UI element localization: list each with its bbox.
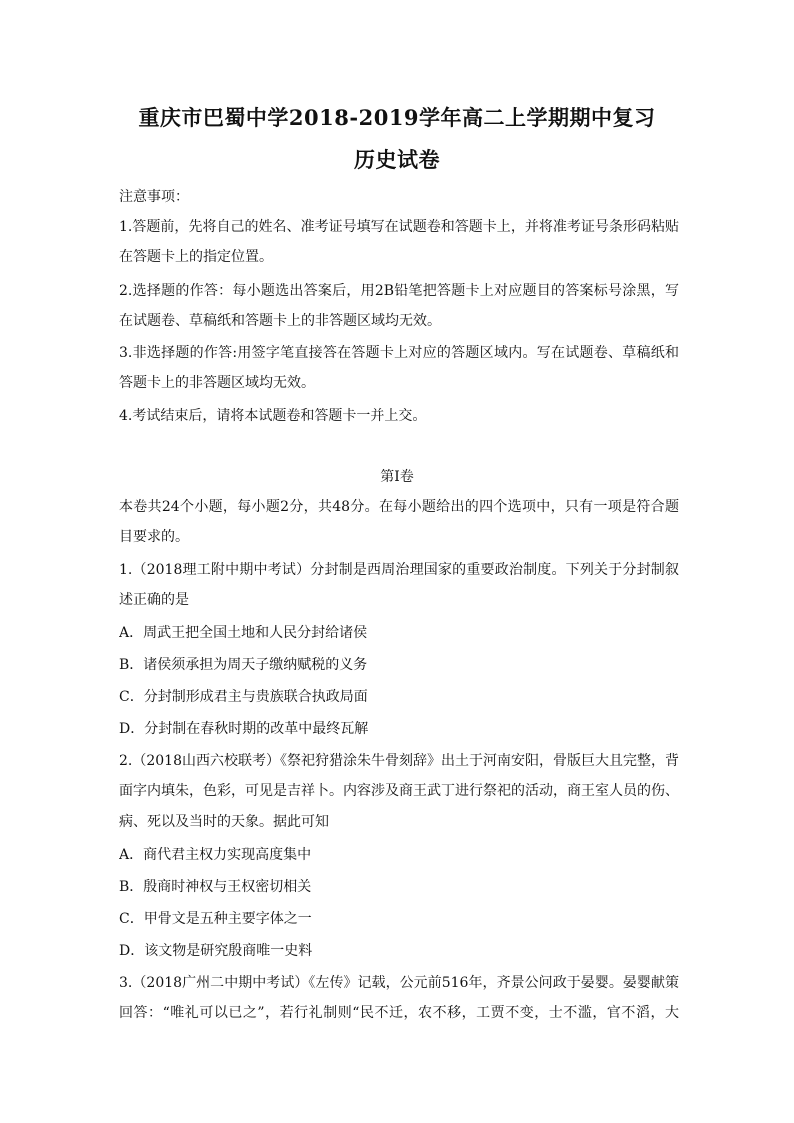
- answer-option: B．殷商时神权与王权密切相关: [119, 879, 312, 895]
- section-intro: 本卷共24个小题，每小题2分，共48分。在每小题给出的四个选项中，只有一项是符合题: [119, 499, 679, 515]
- document-title: 重庆市巴蜀中学2018-2019学年高二上学期期中复习: [138, 105, 656, 130]
- notes-line: 在答题卡上的指定位置。: [119, 249, 273, 265]
- answer-option: C．甲骨文是五种主要字体之一: [119, 911, 312, 927]
- question-stem: 述正确的是: [119, 592, 189, 608]
- question-stem: 病、死以及当时的天象。据此可知: [119, 814, 329, 830]
- answer-option: D．分封制在春秋时期的改革中最终瓦解: [119, 721, 369, 737]
- document-subtitle: 历史试卷: [354, 147, 440, 172]
- answer-option: A．周武王把全国土地和人民分封给诸侯: [119, 625, 368, 641]
- notes-line: 1.答题前，先将自己的姓名、准考证号填写在试题卷和答题卡上，并将准考证号条形码粘贴: [119, 219, 679, 235]
- question-stem: 回答：“唯礼可以已之”，若行礼制则“民不迁，农不移，工贾不变，士不滥，官不滔，大: [119, 1005, 679, 1021]
- section-heading: 第Ⅰ卷: [380, 469, 414, 485]
- question-stem: 1.（2018理工附中期中考试）分封制是西周治理国家的重要政治制度。下列关于分封制叙: [119, 562, 679, 578]
- answer-option: B．诸侯须承担为周天子缴纳赋税的义务: [119, 657, 368, 673]
- notes-line: 3.非选择题的作答:用签字笔直接答在答题卡上对应的答题区域内。写在试题卷、草稿纸和: [119, 345, 679, 361]
- question-stem: 3.（2018广州二中期中考试）《左传》记载，公元前516年，齐景公问政于晏婴。晏婴献策: [119, 975, 679, 991]
- answer-option: D．该文物是研究殷商唯一史料: [119, 943, 313, 959]
- answer-option: C．分封制形成君主与贵族联合执政局面: [119, 689, 368, 705]
- question-stem: 面字内填朱，色彩，可见是吉祥卜。内容涉及商王武丁进行祭祀的活动，商王室人员的伤、: [119, 783, 679, 799]
- notes-line: 答题卡上的非答题区域均无效。: [119, 375, 315, 391]
- notes-line: 4.考试结束后，请将本试题卷和答题卡一并上交。: [119, 408, 427, 424]
- notes-heading: 注意事项：: [119, 189, 189, 205]
- question-stem: 2.（2018山西六校联考）《祭祀狩猎涂朱牛骨刻辞》出土于河南安阳，骨版巨大且完整，背: [119, 753, 679, 769]
- section-intro: 目要求的。: [119, 529, 189, 545]
- answer-option: A．商代君主权力实现高度集中: [119, 847, 312, 863]
- notes-line: 在试题卷、草稿纸和答题卡上的非答题区域均无效。: [119, 313, 441, 329]
- notes-line: 2.选择题的作答：每小题选出答案后，用2B铅笔把答题卡上对应题目的答案标号涂黑，写: [119, 283, 679, 299]
